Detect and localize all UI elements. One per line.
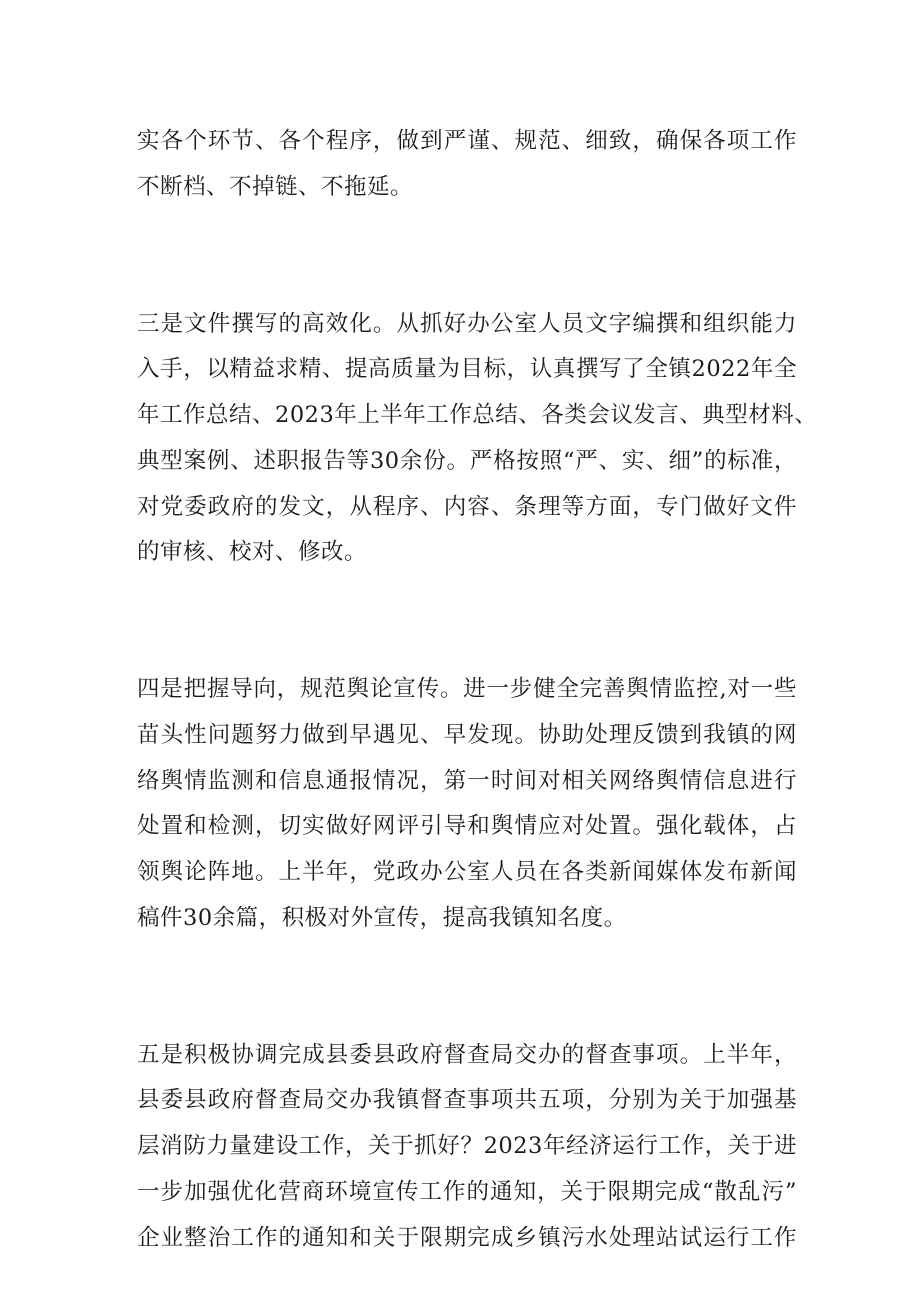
text-line: 典型案例、述职报告等30余份。严格按照“严、实、细”的标准， bbox=[137, 447, 797, 474]
text-line: 五是积极协调完成县委县政府督查局交办的督查事项。上半年， bbox=[137, 1041, 797, 1068]
document-body bbox=[137, 119, 818, 1261]
text-line: 三是文件撰写的高效化。从抓好办公室人员文字编撰和组织能力 bbox=[137, 310, 797, 337]
paragraph-1 bbox=[137, 119, 797, 210]
paragraph-gap bbox=[137, 210, 797, 301]
paragraph-gap bbox=[137, 576, 797, 667]
paragraph-gap bbox=[137, 941, 797, 1032]
paragraph-4 bbox=[137, 1033, 797, 1261]
text-line: 层消防力量建设工作，关于抓好？2023年经济运行工作，关于进 bbox=[137, 1133, 797, 1160]
paragraph-2 bbox=[137, 302, 818, 576]
text-line: 络舆情监测和信息通报情况，第一时间对相关网络舆情信息进行 bbox=[137, 767, 797, 794]
text-line: 企业整治工作的通知和关于限期完成乡镇污水处理站试运行工作 bbox=[137, 1224, 797, 1251]
paragraph-3 bbox=[137, 667, 797, 941]
text-line: 一步加强优化营商环境宣传工作的通知，关于限期完成“散乱污” bbox=[137, 1178, 797, 1205]
text-line: 县委县政府督查局交办我镇督查事项共五项，分别为关于加强基 bbox=[137, 1087, 797, 1114]
text-line: 年工作总结、2023年上半年工作总结、各类会议发言、典型材料、 bbox=[137, 402, 818, 429]
text-line: 苗头性问题努力做到早遇见、早发现。协助处理反馈到我镇的网 bbox=[137, 721, 797, 748]
text-line: 入手，以精益求精、提高质量为目标，认真撰写了全镇2022年全 bbox=[137, 356, 797, 383]
text-line: 领舆论阵地。上半年，党政办公室人员在各类新闻媒体发布新闻 bbox=[137, 859, 797, 886]
text-line: 处置和检测，切实做好网评引导和舆情应对处置。强化载体，占 bbox=[137, 813, 797, 840]
text-line: 四是把握导向，规范舆论宣传。进一步健全完善舆情监控,对一些 bbox=[137, 676, 797, 703]
text-line: 稿件30余篇，积极对外宣传，提高我镇知名度。 bbox=[137, 904, 627, 931]
text-line: 对党委政府的发文，从程序、内容、条理等方面，专门做好文件 bbox=[137, 493, 797, 520]
text-line: 不断档、不掉链、不拖延。 bbox=[137, 173, 414, 200]
text-line: 实各个环节、各个程序，做到严谨、规范、细致，确保各项工作 bbox=[137, 128, 797, 154]
text-line: 的审核、校对、修改。 bbox=[137, 539, 368, 566]
